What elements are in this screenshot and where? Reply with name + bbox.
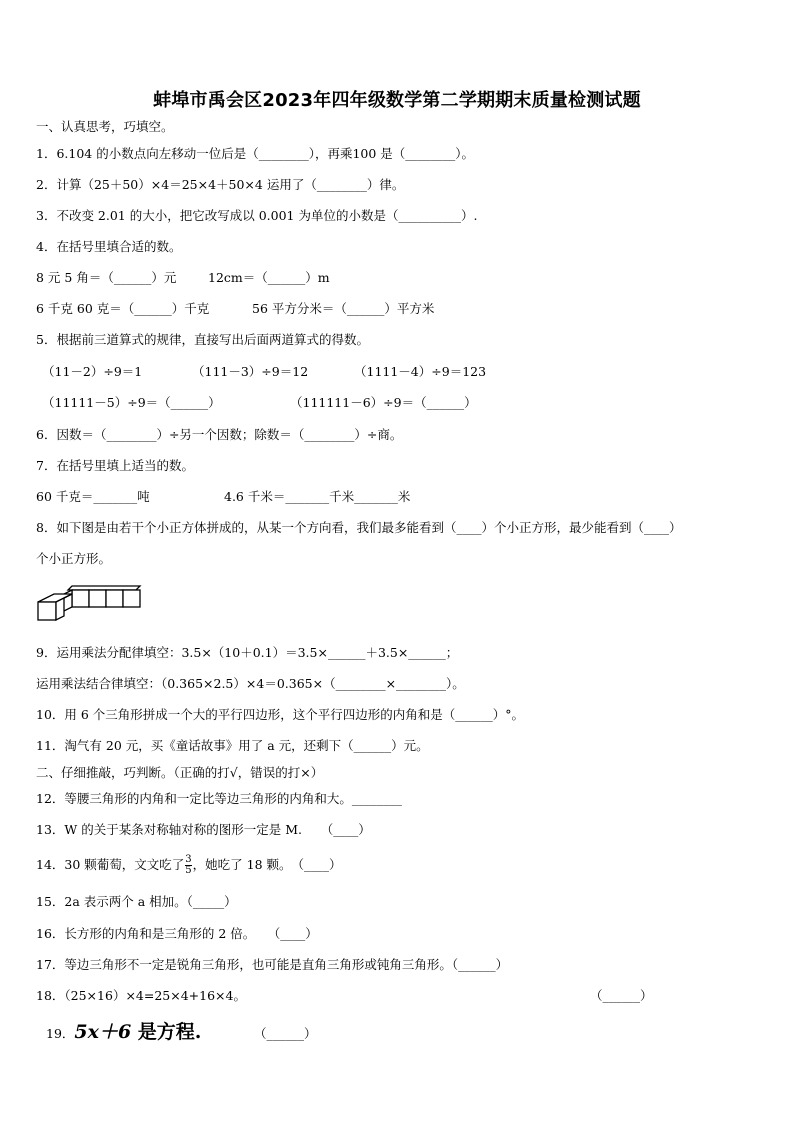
question-7: 7．在括号里填上适当的数。 [36,458,194,473]
question-9: 9．运用乘法分配律填空：3.5×（10＋0.1）＝3.5×______＋3.5×______； [36,645,459,660]
section-2-heading: 二、仔细推敲，巧判断。（正确的打√，错误的打×） [36,765,324,780]
cube-face-1 [72,590,89,607]
cube-face-3 [106,590,123,607]
question-19-text: 是方程. [131,1021,202,1043]
cube-face-2 [89,590,106,607]
cube-face-4 [123,590,140,607]
question-8: 8．如下图是由若干个小正方体拼成的，从某一个方向看，我们最多能看到（____）个小正方形，最少能看到（____） [36,520,682,535]
question-8-continued: 个小正方形。 [36,551,112,566]
question-17: 17．等边三角形不一定是锐角三角形，也可能是直角三角形或钝角三角形。（______） [36,957,509,972]
question-9b: 运用乘法结合律填空：（0.365×2.5）×4＝0.365×（________×________）。 [36,676,465,691]
question-7a: 60 千克＝_______吨 [36,489,150,504]
question-14-prefix: 14．30 颗葡萄，文文吃了 [36,857,185,872]
question-5: 5．根据前三道算式的规律，直接写出后面两道算式的得数。 [36,332,369,347]
cube-face-left [38,602,56,620]
question-3: 3．不改变 2.01 的大小，把它改写成以 0.001 为单位的小数是（__________）. [36,208,478,223]
question-4d: 56 平方分米＝（______）平方米 [252,301,435,316]
question-14-suffix: ，她吃了 18 颗。 （____） [192,857,342,872]
fraction-denominator: 5 [185,865,192,876]
section-1-heading: 一、认真思考，巧填空。 [36,119,174,134]
question-6: 6．因数＝（________）÷另一个因数；除数＝（________）÷商。 [36,427,403,442]
question-5a: （11－2）÷9＝1 [42,364,143,379]
question-12: 12．等腰三角形的内角和一定比等边三角形的内角和大。________ [36,791,402,806]
question-7b: 4.6 千米＝_______千米_______米 [224,489,411,504]
question-10: 10．用 6 个三角形拼成一个大的平行四边形，这个平行四边形的内角和是（______）°。 [36,707,525,722]
question-19-number: 19． [46,1026,75,1041]
question-4c: 6 千克 60 克＝（______）千克 [36,301,210,316]
question-4b: 12cm＝（______）m [208,270,330,285]
question-2: 2．计算（25＋50）×4＝25×4＋50×4 运用了（________）律。 [36,177,405,192]
question-19 [46,1021,202,1043]
question-1: 1．6.104 的小数点向左移动一位后是（________），再乘100 是（________）。 [36,146,475,161]
question-5d: （11111－5）÷9＝（______） [42,395,221,410]
fraction-numerator: 3 [185,854,192,865]
side-face-left [56,598,64,620]
question-16: 16．长方形的内角和是三角形的 2 倍。 （____） [36,926,318,941]
question-18-answer-blank: （______） [590,988,653,1003]
question-5c: （1111－4）÷9＝123 [354,364,487,379]
cube-figure [36,584,146,624]
question-4a: 8 元 5 角＝（______）元 [36,270,177,285]
question-4: 4．在括号里填合适的数。 [36,239,182,254]
question-11: 11．淘气有 20 元，买《童话故事》用了 a 元，还剩下（______）元。 [36,738,429,753]
question-5e: （111111－6）÷9＝（______） [290,395,477,410]
question-15: 15．2a 表示两个 a 相加。（_____） [36,894,237,909]
question-14 [36,855,342,876]
question-19-answer-blank: （______） [254,1026,317,1041]
question-5b: （111－3）÷9＝12 [192,364,309,379]
page-title: 蚌埠市禹会区2023年四年级数学第二学期期末质量检测试题 [153,90,641,111]
question-13: 13．W 的关于某条对称轴对称的图形一定是 M. （____） [36,822,371,837]
fraction-three-fifths [185,855,191,876]
question-19-expression: 5x＋6 [74,1021,132,1043]
question-18: 18．（25×16）×4=25×4+16×4。 [36,988,246,1003]
